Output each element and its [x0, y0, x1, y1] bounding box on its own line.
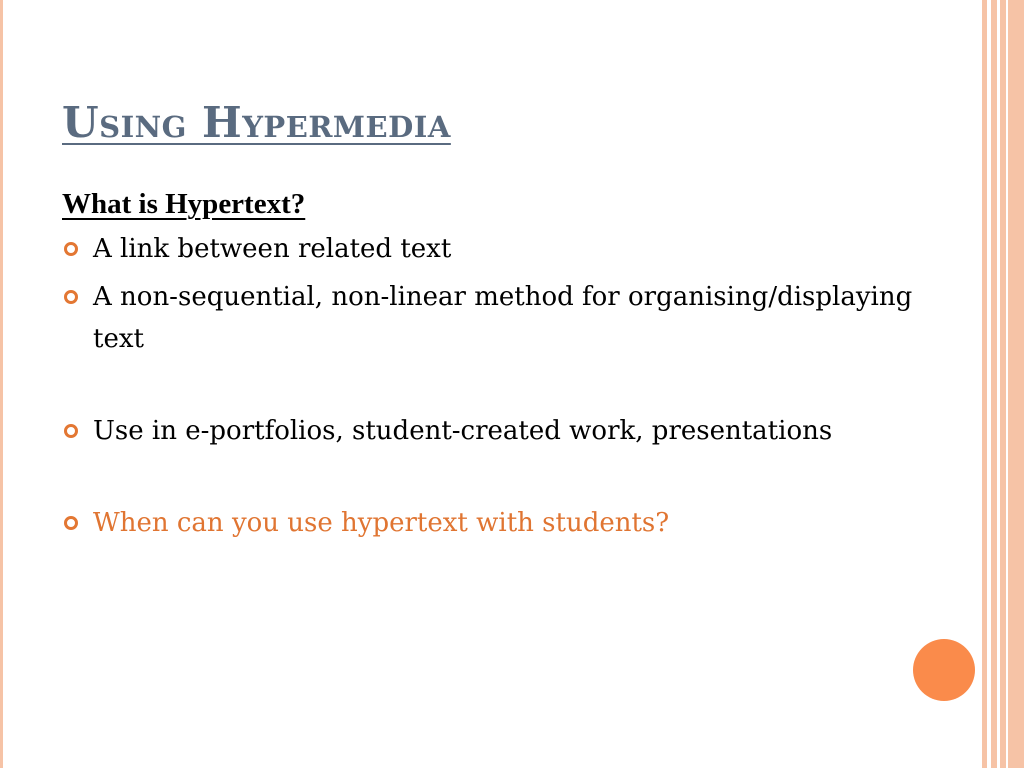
bullet-circle-icon: [64, 290, 78, 304]
bullet-item: [62, 276, 942, 360]
bullet-text: A link between related text: [93, 234, 452, 265]
bullet-item-highlight: [62, 502, 942, 544]
subheading: What is Hypertext?: [62, 188, 306, 220]
bullet-circle-icon: [64, 242, 78, 256]
frame-stripe-1: [987, 0, 991, 768]
bullet-list: [62, 228, 942, 544]
bullet-text: A non-sequential, non-linear method for organising/displaying text: [93, 282, 913, 355]
frame-stripe-3: [1006, 0, 1008, 768]
bullet-item: [62, 410, 942, 452]
bullet-circle-icon: [64, 516, 78, 530]
bullet-text-highlight: When can you use hypertext with students?: [93, 508, 670, 539]
frame-left-border: [0, 0, 3, 768]
frame-stripe-2: [997, 0, 1000, 768]
accent-circle: [913, 639, 975, 701]
slide-title: Using Hypermedia: [62, 98, 451, 147]
bullet-item: [62, 228, 942, 270]
bullet-circle-icon: [64, 424, 78, 438]
slide-content: [62, 186, 942, 550]
bullet-text: Use in e-portfolios, student-created work, presentations: [93, 416, 833, 447]
